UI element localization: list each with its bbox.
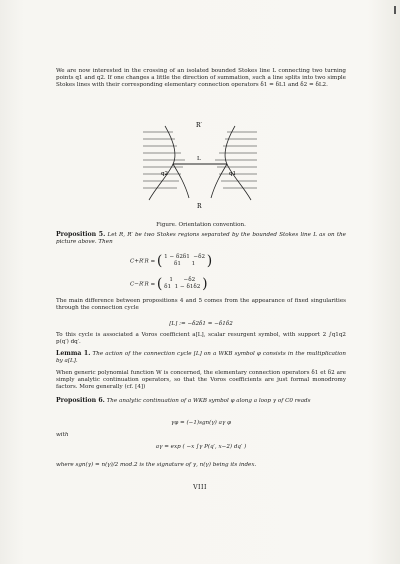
with-label [56,432,68,439]
proposition-5-heading: Proposition 5. [56,231,106,238]
stokes-figure [125,118,275,213]
with-text: with [56,432,69,438]
figure-caption [56,222,346,229]
eq1-matrix [164,254,205,268]
eq1-lhs: C+R′R = [130,258,156,265]
proposition-6-heading: Proposition 6. [56,397,105,404]
figure-caption-text: Figure. Orientation convention. [156,222,246,228]
equation-c-plus: C+R′R = ( 1 − δ2δ1 −δ2 δ1 1 ) [130,253,213,269]
label-q2: q2 [161,171,169,177]
proposition-5-text: Let R, R′ be two Stokes regions separated by the bounded Stokes line L as on the picture above. Then [56,232,346,246]
lemma-1 [56,350,346,365]
label-l: L [197,156,201,162]
page-number: VIII [193,484,207,491]
equation-c-minus: C−R′R = ( 1 −δ2 δ1 1 − δ1δ2 ) [130,276,208,292]
cycle-equation-text: [L] := −δ2δ1 = −δ1δ2 [169,321,233,327]
generic-paragraph [56,370,346,392]
cycle-equation [56,321,346,328]
monodromy-equation [56,420,346,427]
generic-text: When generic polynomial function W is concerned, the elementary connection operators δ1 et δ2 are simply analytic continuation operators, so that the Voros coefficients are just formal monodromy factors. More generally (cf. [4]) [56,370,346,391]
intro-text: We are now interested in the crossing of an isolated bounded Stokes line L connecting two turning points q1 and q2. If one changes a little the direction of summation, such a line splits into two simple Stokes lines with their corresponding elementary connection operators δ1 = δL1 and δ2 = δL2. [56,68,346,89]
eq2-m11: 1 [169,277,173,283]
cycle-paragraph [56,332,346,346]
edge-mark [394,6,396,14]
lemma-1-heading: Lemma 1. [56,350,91,357]
eq2-m21: δ1 [164,284,172,290]
monodromy-equation-text: γφ = (−1)sgn(γ) aγ φ [170,420,232,426]
proposition-6 [56,397,346,405]
label-r: R [197,203,202,210]
label-r-prime: R′ [196,122,202,129]
cycle-text: To this cycle is associated a Voros coefficient a[L], scalar resurgent symbol, with support 2 ∫q1q2 p(q′) dq′. [56,332,346,346]
signature-sentence [56,462,346,469]
signature-text: where sgn(γ) = n(γ)/2 mod.2 is the signature of γ, n(γ) being its index. [56,462,257,468]
eq2-lhs: C−R′R = [130,281,156,288]
eq1-m21: δ1 [174,261,181,267]
voros-equation [56,444,346,451]
voros-equation-text: aγ = exp ( −x ∫γ P(q′, x−2) dq′ ) [155,444,247,450]
eq2-m22: 1 − δ1δ2 [174,284,201,290]
lemma-1-text: The action of the connection cycle [L] on a WKB symbol φ consists in the multiplication by a[L]. [56,351,347,365]
main-difference-text: The main difference between propositions 4 and 5 comes from the appearance of fixed singularities through the connection cycle [56,298,346,312]
eq1-m11: 1 − δ2δ1 [164,254,190,260]
eq2-m12: −δ2 [183,277,196,283]
eq1-m22: 1 [191,261,196,267]
proposition-5 [56,231,346,246]
proposition-6-text: The analytic continuation of a WKB symbol φ along a loop γ of C0 reads [106,398,311,404]
eq1-m12: −δ2 [193,254,206,260]
intro-paragraph [56,68,346,90]
main-difference-paragraph [56,298,346,312]
label-q1: q1 [229,171,237,177]
eq2-matrix [164,277,200,291]
